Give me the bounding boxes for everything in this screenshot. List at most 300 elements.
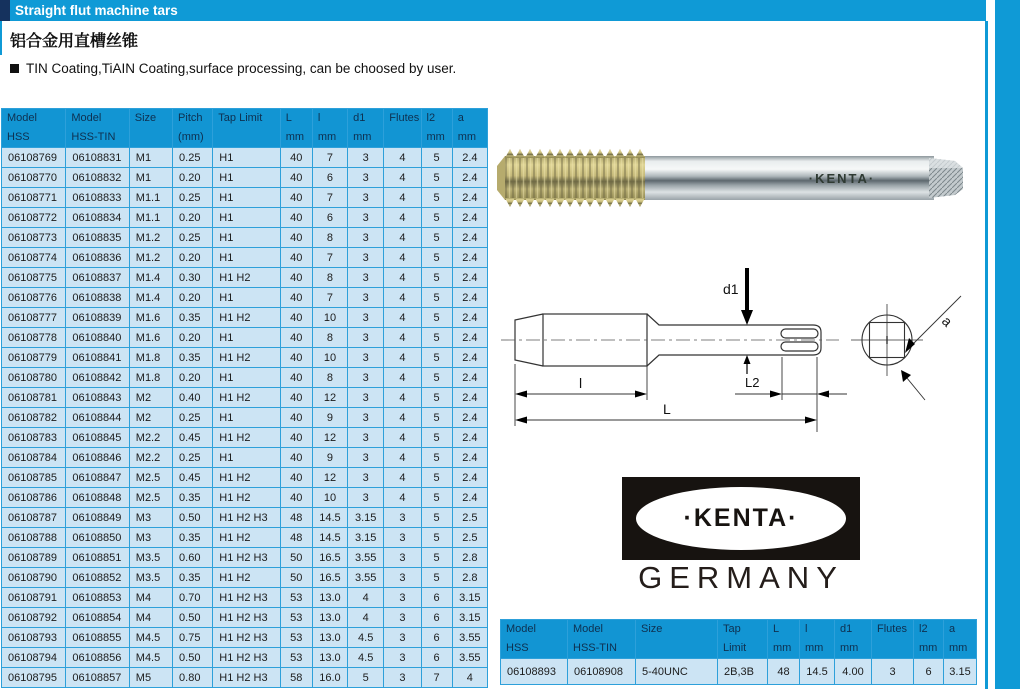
table-cell: 40 [280, 328, 312, 348]
table-cell: 06108844 [66, 408, 129, 428]
dim-label-L: L [663, 401, 671, 417]
table-cell: 4 [348, 588, 384, 608]
table-cell: 13.0 [312, 648, 347, 668]
table-row [2, 468, 488, 488]
table-cell: 2.8 [452, 568, 487, 588]
table-cell: H1 H2 H3 [213, 588, 280, 608]
table-cell: 0.35 [173, 528, 213, 548]
table-row [2, 448, 488, 468]
table-cell: 4.5 [348, 648, 384, 668]
table-cell: 0.25 [173, 448, 213, 468]
table-cell: 53 [280, 628, 312, 648]
column-header: a mm [452, 109, 487, 148]
table-cell: 3.15 [452, 608, 487, 628]
table-cell: 5 [421, 328, 452, 348]
table-cell: 10 [312, 308, 347, 328]
table-cell: 5 [421, 308, 452, 328]
table-row [2, 328, 488, 348]
table-cell: H1 [213, 288, 280, 308]
table-cell: 0.25 [173, 188, 213, 208]
table-cell: 3 [348, 428, 384, 448]
table-cell: 06108832 [66, 168, 129, 188]
table-cell: 7 [312, 288, 347, 308]
table-cell: H1 [213, 248, 280, 268]
table-cell: 5 [421, 468, 452, 488]
column-header: Flutes [384, 109, 421, 148]
column-header: Size [636, 620, 718, 659]
table-cell: M5 [129, 668, 172, 688]
table-cell: 4 [384, 188, 421, 208]
table-cell: 06108792 [2, 608, 66, 628]
table-cell: 4 [384, 388, 421, 408]
table-cell: 06108780 [2, 368, 66, 388]
table-cell: 06108773 [2, 228, 66, 248]
column-header: Pitch (mm) [173, 109, 213, 148]
table-cell: 0.75 [173, 628, 213, 648]
table-row [2, 208, 488, 228]
table-cell: 0.25 [173, 148, 213, 168]
table-cell: M4 [129, 608, 172, 628]
table-cell: 0.70 [173, 588, 213, 608]
table-cell: 06108839 [66, 308, 129, 328]
table-cell: M1 [129, 168, 172, 188]
table-row [2, 668, 488, 688]
table-row [2, 368, 488, 388]
table-cell: 3 [384, 568, 421, 588]
table-cell: 3 [348, 408, 384, 428]
diagram-shank-top [647, 314, 813, 325]
table-cell: 0.35 [173, 488, 213, 508]
brand-logo [622, 477, 860, 560]
table-cell: M1 [129, 148, 172, 168]
table-row [2, 508, 488, 528]
table-cell: 06108782 [2, 408, 66, 428]
table-cell: 7 [312, 248, 347, 268]
table-cell: M2.5 [129, 468, 172, 488]
table-cell: 3 [384, 648, 421, 668]
table-cell: M2.2 [129, 448, 172, 468]
table-row [2, 568, 488, 588]
dim-label-a: a [938, 312, 956, 330]
table-cell: 0.20 [173, 288, 213, 308]
table-cell: 3 [384, 508, 421, 528]
table-cell: H1 H2 H3 [213, 668, 280, 688]
table-cell: 06108842 [66, 368, 129, 388]
table-cell: 40 [280, 448, 312, 468]
table-cell: 2.4 [452, 308, 487, 328]
table-cell: 4 [384, 428, 421, 448]
table-cell: 5 [348, 668, 384, 688]
table-cell: 8 [312, 228, 347, 248]
table-cell: H1 [213, 208, 280, 228]
table-cell: 14.5 [312, 508, 347, 528]
table-cell: 06108853 [66, 588, 129, 608]
table-cell: M4.5 [129, 648, 172, 668]
table-cell: H1 [213, 168, 280, 188]
tap-tip-chamfer [497, 156, 505, 200]
table-cell: 3 [348, 388, 384, 408]
table-row [2, 588, 488, 608]
column-header: Model HSS-TIN [66, 109, 129, 148]
table-cell: 3 [384, 608, 421, 628]
table-cell: H1 H2 [213, 468, 280, 488]
table-row [2, 548, 488, 568]
table-cell: 2.4 [452, 148, 487, 168]
table-cell: 53 [280, 588, 312, 608]
table-cell: 5 [421, 548, 452, 568]
table-cell: M3.5 [129, 548, 172, 568]
table-cell: 6 [421, 588, 452, 608]
table-cell: 06108789 [2, 548, 66, 568]
table-cell: 3 [872, 659, 914, 685]
table-cell: 5 [421, 448, 452, 468]
table-cell: 58 [280, 668, 312, 688]
table-cell: 48 [768, 659, 800, 685]
table-cell: 50 [280, 568, 312, 588]
table-cell: 0.35 [173, 568, 213, 588]
table-cell: 16.5 [312, 568, 347, 588]
table-cell: 06108775 [2, 268, 66, 288]
table-cell: 10 [312, 348, 347, 368]
table-row [2, 528, 488, 548]
table-cell: 2.4 [452, 448, 487, 468]
table-cell: 4 [384, 408, 421, 428]
table-cell: 40 [280, 308, 312, 328]
table-cell: 06108837 [66, 268, 129, 288]
table-cell: 2.5 [452, 528, 487, 548]
table-cell: 4 [384, 468, 421, 488]
column-header: L mm [768, 620, 800, 659]
table-cell: 2B,3B [718, 659, 768, 685]
table-cell: 5 [421, 528, 452, 548]
table-cell: 4 [384, 308, 421, 328]
table-cell: 06108787 [2, 508, 66, 528]
table-cell: 53 [280, 608, 312, 628]
table-cell: M1.2 [129, 228, 172, 248]
table-cell: M4.5 [129, 628, 172, 648]
table-cell: M3.5 [129, 568, 172, 588]
table-cell: 06108777 [2, 308, 66, 328]
table-cell: 3 [348, 148, 384, 168]
table-cell: M2.5 [129, 488, 172, 508]
table-cell: 5 [421, 428, 452, 448]
table-cell: 06108772 [2, 208, 66, 228]
table-cell: 4 [384, 448, 421, 468]
table-cell: 3 [348, 288, 384, 308]
table-cell: 06108850 [66, 528, 129, 548]
table-row [2, 248, 488, 268]
table-cell: 4 [384, 488, 421, 508]
table-cell: 3 [348, 468, 384, 488]
table-cell: 4 [384, 328, 421, 348]
table-cell: 4 [384, 268, 421, 288]
table-cell: 16.0 [312, 668, 347, 688]
page-title: Straight flut machine tars [15, 3, 178, 18]
table-cell: 06108893 [501, 659, 568, 685]
table-cell: 14.5 [312, 528, 347, 548]
column-header: Tap Limit [213, 109, 280, 148]
table-cell: 40 [280, 248, 312, 268]
table-cell: H1 H2 [213, 268, 280, 288]
table-cell: 8 [312, 268, 347, 288]
table-cell: 3 [384, 628, 421, 648]
table-cell: 10 [312, 488, 347, 508]
table-cell: 12 [312, 468, 347, 488]
table-cell: M3 [129, 528, 172, 548]
column-header: l mm [800, 620, 835, 659]
table-cell: 6 [421, 648, 452, 668]
table-cell: 3 [348, 228, 384, 248]
table-cell: 06108785 [2, 468, 66, 488]
dim-d1 [723, 268, 753, 374]
diagram-flute-slot [781, 342, 818, 351]
table-cell: 06108793 [2, 628, 66, 648]
table-cell: H1 H2 [213, 528, 280, 548]
table-cell: 4 [348, 608, 384, 628]
spec-table-body [501, 659, 977, 685]
table-cell: 40 [280, 168, 312, 188]
table-cell: 14.5 [800, 659, 835, 685]
table-row [2, 228, 488, 248]
table-cell: 4 [452, 668, 487, 688]
table-cell: 40 [280, 368, 312, 388]
table-cell: 40 [280, 288, 312, 308]
table-cell: M4 [129, 588, 172, 608]
table-row [2, 308, 488, 328]
table-cell: 2.4 [452, 228, 487, 248]
table-cell: 4 [384, 348, 421, 368]
table-cell: 3 [348, 328, 384, 348]
column-header: Model HSS [501, 620, 568, 659]
dimension-diagram [495, 254, 987, 434]
table-row [2, 188, 488, 208]
table-cell: 4 [384, 248, 421, 268]
tap-shank [642, 156, 934, 200]
table-cell: 5 [421, 388, 452, 408]
column-header: Flutes [872, 620, 914, 659]
table-cell: 06108855 [66, 628, 129, 648]
table-cell: 06108784 [2, 448, 66, 468]
table-cell: 4 [384, 148, 421, 168]
table-cell: 3.55 [348, 568, 384, 588]
table-cell: 2.4 [452, 428, 487, 448]
table-row [2, 288, 488, 308]
table-cell: 06108840 [66, 328, 129, 348]
table-cell: H1 H2 [213, 348, 280, 368]
table-cell: H1 H2 [213, 388, 280, 408]
table-cell: 2.5 [452, 508, 487, 528]
table-cell: 2.4 [452, 288, 487, 308]
dim-a [901, 296, 961, 400]
table-cell: 48 [280, 508, 312, 528]
column-header: Model HSS-TIN [568, 620, 636, 659]
table-cell: 5 [421, 408, 452, 428]
table-cell: 06108795 [2, 668, 66, 688]
table-cell: 9 [312, 448, 347, 468]
table-cell: 3.15 [348, 528, 384, 548]
table-cell: 3.55 [348, 548, 384, 568]
dim-label-l: l [579, 375, 583, 391]
table-cell: 06108834 [66, 208, 129, 228]
table-cell: 06108857 [66, 668, 129, 688]
table-cell: 3 [348, 168, 384, 188]
table-cell: 06108770 [2, 168, 66, 188]
table-cell: 5 [421, 208, 452, 228]
table-cell: H1 [213, 448, 280, 468]
table-cell: H1 H2 [213, 308, 280, 328]
thread-texture [505, 156, 645, 200]
table-cell: 4 [384, 228, 421, 248]
table-cell: H1 [213, 148, 280, 168]
table-cell: H1 H2 H3 [213, 548, 280, 568]
table-cell: 40 [280, 208, 312, 228]
table-cell: 40 [280, 408, 312, 428]
table-cell: H1 H2 [213, 568, 280, 588]
table-cell: 3 [348, 208, 384, 228]
table-cell: M1.6 [129, 308, 172, 328]
main-table-header [2, 109, 488, 148]
column-header: d1 mm [348, 109, 384, 148]
table-cell: 0.50 [173, 648, 213, 668]
table-cell: 3 [348, 188, 384, 208]
table-cell: 0.20 [173, 168, 213, 188]
table-cell: 06108845 [66, 428, 129, 448]
table-cell: H1 H2 [213, 488, 280, 508]
table-cell: 12 [312, 428, 347, 448]
table-cell: 53 [280, 648, 312, 668]
dim-lines [515, 357, 847, 432]
table-cell: M1.6 [129, 328, 172, 348]
table-cell: 06108791 [2, 588, 66, 608]
column-header: l2 mm [421, 109, 452, 148]
table-cell: 06108852 [66, 568, 129, 588]
table-cell: 0.80 [173, 668, 213, 688]
table-cell: 5 [421, 368, 452, 388]
table-cell: 06108843 [66, 388, 129, 408]
feature-text: TIN Coating,TiAIN Coating,surface processing, can be choosed by user. [26, 61, 457, 76]
table-cell: 2.4 [452, 168, 487, 188]
table-cell: 5 [421, 168, 452, 188]
table-cell: 6 [421, 608, 452, 628]
table-cell: 8 [312, 328, 347, 348]
product-photo [497, 128, 969, 228]
table-cell: 4 [384, 208, 421, 228]
table-cell: 2.4 [452, 328, 487, 348]
table-cell: H1 [213, 408, 280, 428]
table-cell: 40 [280, 188, 312, 208]
table-cell: 06108854 [66, 608, 129, 628]
table-cell: H1 H2 H3 [213, 648, 280, 668]
table-cell: 3.15 [452, 588, 487, 608]
column-header: d1 mm [835, 620, 872, 659]
table-cell: 06108833 [66, 188, 129, 208]
column-header: Model HSS [2, 109, 66, 148]
table-cell: 2.4 [452, 268, 487, 288]
table-row [2, 268, 488, 288]
diagram-shank-bottom [647, 355, 813, 366]
table-cell: 3.15 [944, 659, 977, 685]
table-cell: 40 [280, 228, 312, 248]
table-cell: 06108790 [2, 568, 66, 588]
photo-brand-marking: ·KENTA· [808, 171, 876, 186]
table-cell: 5 [421, 508, 452, 528]
table-cell: 06108846 [66, 448, 129, 468]
table-cell: 6 [421, 628, 452, 648]
table-cell: 0.20 [173, 208, 213, 228]
table-row [2, 348, 488, 368]
table-cell: 4 [384, 368, 421, 388]
table-cell: 8 [312, 368, 347, 388]
table-cell: H1 [213, 328, 280, 348]
table-cell: 2.4 [452, 248, 487, 268]
table-cell: 0.50 [173, 508, 213, 528]
table-cell: 6 [312, 208, 347, 228]
table-cell: 0.35 [173, 308, 213, 328]
dim-label-d1: d1 [723, 281, 739, 297]
column-header: L mm [280, 109, 312, 148]
spec-table-header [501, 620, 977, 659]
table-cell: 6 [312, 168, 347, 188]
table-cell: 40 [280, 488, 312, 508]
table-cell: 2.4 [452, 488, 487, 508]
table-cell: 4 [384, 168, 421, 188]
table-cell: 5 [421, 248, 452, 268]
cross-section-view [851, 304, 923, 376]
column-header: Tap Limit [718, 620, 768, 659]
table-cell: M1.4 [129, 288, 172, 308]
table-row [2, 428, 488, 448]
table-cell: 16.5 [312, 548, 347, 568]
table-cell: 0.45 [173, 468, 213, 488]
table-cell: 7 [312, 148, 347, 168]
table-cell: 0.30 [173, 268, 213, 288]
table-cell: 06108781 [2, 388, 66, 408]
diagram-flute-slot [781, 329, 818, 338]
table-cell: 40 [280, 148, 312, 168]
table-cell: 06108835 [66, 228, 129, 248]
table-cell: M1.2 [129, 248, 172, 268]
table-cell: 5 [421, 228, 452, 248]
table-cell: 48 [280, 528, 312, 548]
table-cell: 4.00 [835, 659, 872, 685]
table-row [2, 388, 488, 408]
main-spec-table [1, 108, 488, 688]
table-cell: 40 [280, 468, 312, 488]
table-cell: 0.25 [173, 408, 213, 428]
table-cell: 5 [421, 268, 452, 288]
table-cell: 06108851 [66, 548, 129, 568]
table-row [2, 408, 488, 428]
table-cell: 9 [312, 408, 347, 428]
table-cell: 06108774 [2, 248, 66, 268]
table-cell: 3 [384, 668, 421, 688]
table-row [2, 168, 488, 188]
bullet-square-icon [10, 64, 19, 73]
table-cell: 3 [384, 548, 421, 568]
column-header: l2 mm [914, 620, 944, 659]
table-cell: 50 [280, 548, 312, 568]
table-cell: 3 [348, 268, 384, 288]
table-cell: 0.45 [173, 428, 213, 448]
table-cell: 3.15 [348, 508, 384, 528]
table-row [2, 488, 488, 508]
table-cell: 4 [384, 288, 421, 308]
table-cell: 0.20 [173, 368, 213, 388]
table-cell: 06108838 [66, 288, 129, 308]
table-cell: M2 [129, 408, 172, 428]
table-cell: 06108783 [2, 428, 66, 448]
right-accent-band [995, 0, 1020, 689]
